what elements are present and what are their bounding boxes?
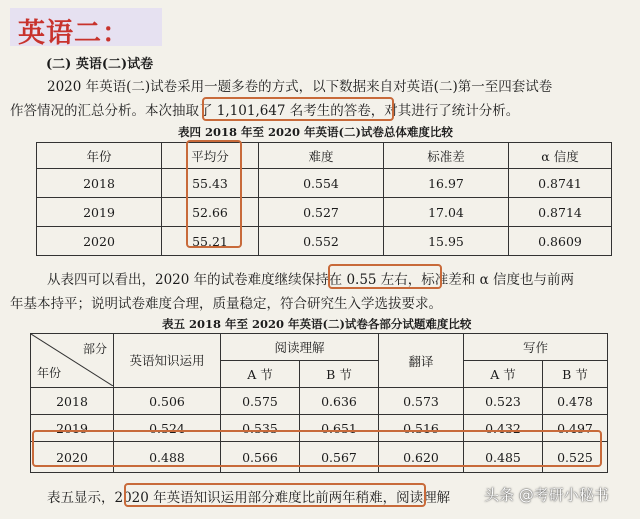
table-cell: 0.506 [114,388,221,415]
table-row [37,169,612,198]
table-cell: 2018 [37,169,162,198]
table4 [36,142,612,256]
table5-subheader-cell: B 节 [300,361,379,388]
section-heading: 英语二： [18,18,130,49]
table-cell: 0.636 [300,388,379,415]
table-cell: 2019 [31,415,114,442]
table-cell: 2020 [37,227,162,256]
table-row [37,198,612,227]
table-cell: 0.535 [221,415,300,442]
table-cell: 55.21 [162,227,259,256]
table-cell: 0.8609 [509,227,612,256]
table-cell: 0.554 [259,169,384,198]
table-cell: 0.8741 [509,169,612,198]
table5-subheader-cell: A 节 [464,361,543,388]
table5-header-cell: 写作 [464,334,608,361]
table-cell: 0.525 [543,442,608,473]
table-cell: 0.485 [464,442,543,473]
table4-header-row [37,143,612,169]
corner-label-part: 部分 [82,342,107,356]
table-cell: 0.8714 [509,198,612,227]
table-cell: 2019 [37,198,162,227]
table-cell: 0.524 [114,415,221,442]
table4-header-cell: 年份 [37,143,162,169]
table-cell: 0.478 [543,388,608,415]
table-cell: 0.575 [221,388,300,415]
table4-caption: 表四 2018 年至 2020 年英语(二)试卷总体难度比较 [178,125,453,139]
table-cell: 0.573 [379,388,464,415]
table-cell: 0.567 [300,442,379,473]
table-cell: 17.04 [384,198,509,227]
highlight-sample-count [202,97,394,121]
table5-subheader-cell: A 节 [221,361,300,388]
table5-subheader-cell: B 节 [543,361,608,388]
corner-label-year: 年份 [37,366,62,380]
table-cell: 2018 [31,388,114,415]
highlight-2020-row [32,430,602,467]
table5-caption: 表五 2018 年至 2020 年英语(二)试卷各部分试题难度比较 [162,317,472,331]
paragraph-1-line-2: 作答情况的汇总分析。本次抽取了 1,101,647 名考生的答卷，对其进行了统计分析。 [10,103,520,119]
table4-header-cell: 难度 [259,143,384,169]
table4-header-cell: α 信度 [509,143,612,169]
watermark: 头条 @考研小秘书 [484,486,609,504]
paragraph-3: 表五显示，2020 年英语知识运用部分难度比前两年稍难，阅读理解 [47,490,451,506]
section-heading-banner [10,8,162,49]
table-cell: 0.527 [259,198,384,227]
table-cell: 0.651 [300,415,379,442]
table5-header-cell: 翻译 [379,334,464,388]
table-cell: 2020 [31,442,114,473]
table-cell: 15.95 [384,227,509,256]
table-row [31,388,608,415]
table-cell: 16.97 [384,169,509,198]
paragraph-2-line-1: 从表四可以看出，2020 年的试卷难度继续保持在 0.55 左右，标准差和 α 信度也与前两 [47,272,574,288]
table-cell: 0.566 [221,442,300,473]
paragraph-1-line-1: 2020 年英语(二)试卷采用一题多卷的方式，以下数据来自对英语(二)第一至四套试卷 [47,79,553,95]
table-cell: 55.43 [162,169,259,198]
table-cell: 0.432 [464,415,543,442]
table-cell: 0.620 [379,442,464,473]
highlight-difficulty-value [328,264,442,289]
table-row [37,227,612,256]
table5-header-row [31,334,608,361]
subsection-title: (二) 英语(二)试卷 [46,57,154,72]
table5-header-cell: 英语知识运用 [114,334,221,388]
table-cell: 0.552 [259,227,384,256]
table-cell: 52.66 [162,198,259,227]
table-cell: 0.523 [464,388,543,415]
table-cell: 0.488 [114,442,221,473]
table5-header-cell: 阅读理解 [221,334,379,361]
table-cell: 0.516 [379,415,464,442]
table4-header-cell: 平均分 [162,143,259,169]
table5-corner-cell [31,334,114,388]
highlight-knowledge-difficulty [124,483,426,507]
paragraph-2-line-2: 年基本持平；说明试卷难度合理，质量稳定，符合研究生入学选拔要求。 [10,296,442,312]
table-cell: 0.497 [543,415,608,442]
highlight-average-column [186,140,242,248]
table4-header-cell: 标准差 [384,143,509,169]
